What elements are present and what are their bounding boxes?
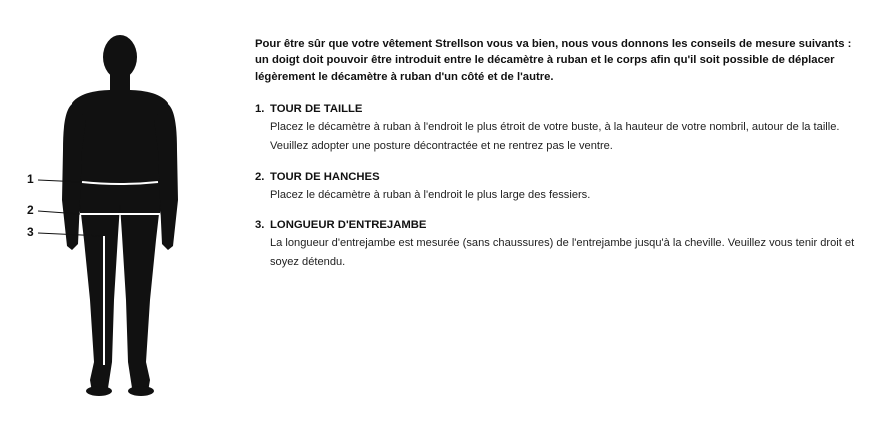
section-title: TOUR DE HANCHES xyxy=(270,170,380,183)
marker-3: 3 xyxy=(27,225,34,239)
section-hips xyxy=(255,170,855,205)
human-silhouette-icon xyxy=(0,0,200,438)
section-text: Placez le décamètre à ruban à l'endroit le plus étroit de votre buste, à la hauteur de votre nombril, autour de la taille. Veuillez adopter une posture décontractée et ne rentrez pas le ventre. xyxy=(270,121,840,153)
section-number: 3. xyxy=(255,218,265,231)
section-title: TOUR DE TAILLE xyxy=(270,103,363,116)
section-heading xyxy=(255,102,855,116)
section-text: La longueur d'entrejambe est mesurée (sans chaussures) de l'entrejambe jusqu'à la cheville. Veuillez vous tenir droit et soyez détendu. xyxy=(270,236,855,269)
marker-2: 2 xyxy=(27,203,34,217)
body-measurement-figure xyxy=(0,0,200,438)
section-inseam xyxy=(255,218,855,272)
intro-paragraph: Pour être sûr que votre vêtement Strellson vous va bien, nous vous donnons les conseils de mesure suivants : un doigt doit pouvoir être introduit entre le décamètre à ruban et le corps afin qu'il soit possible de déplacer légèrement le décamètre à ruban d'un côté et de l'autre. xyxy=(255,38,852,83)
section-number: 1. xyxy=(255,103,265,116)
section-title: LONGUEUR D'ENTREJAMBE xyxy=(270,218,427,231)
section-waist xyxy=(255,102,855,156)
measurement-guide xyxy=(255,36,855,285)
section-text: Placez le décamètre à ruban à l'endroit le plus large des fessiers. xyxy=(270,188,591,201)
section-number: 2. xyxy=(255,170,265,183)
section-heading xyxy=(255,218,855,232)
marker-1: 1 xyxy=(27,172,34,186)
section-heading xyxy=(255,170,855,184)
